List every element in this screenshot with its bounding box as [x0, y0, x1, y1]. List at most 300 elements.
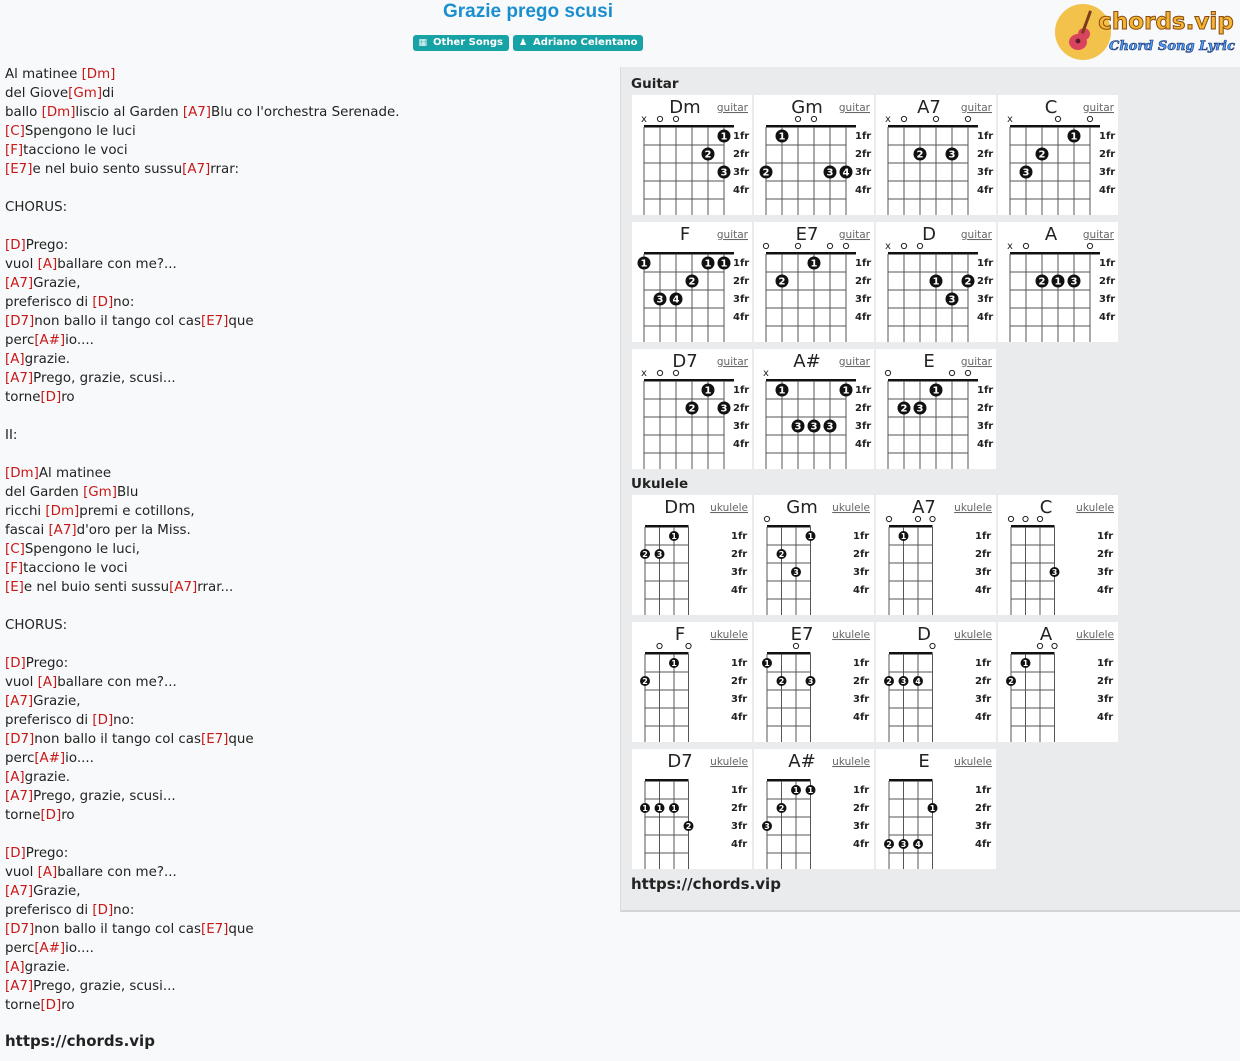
- fret-label: 2fr: [977, 403, 994, 414]
- fret-label: 2fr: [731, 676, 748, 687]
- user-icon: ♟: [518, 38, 528, 48]
- instrument-link: guitar: [1082, 229, 1114, 241]
- finger-number: 3: [794, 421, 802, 433]
- fret-label: 3fr: [975, 821, 992, 832]
- finger-number: 1: [810, 258, 818, 270]
- ukulele-chord-card[interactable]: [632, 622, 752, 742]
- lyric-line: [5, 407, 605, 426]
- fret-label: 4fr: [731, 839, 748, 850]
- lyric-text: preferisco di: [5, 713, 93, 728]
- fret-label: 4fr: [977, 185, 994, 196]
- finger-number: 1: [640, 258, 648, 270]
- chord-link[interactable]: [C]: [5, 124, 25, 139]
- nut: [645, 525, 689, 528]
- nut: [1010, 252, 1100, 255]
- finger-number: 3: [810, 421, 818, 433]
- finger-number: 1: [900, 532, 907, 541]
- chord-link[interactable]: [A]: [5, 352, 25, 367]
- nut: [766, 379, 856, 382]
- chord-link[interactable]: [E7]: [200, 922, 229, 937]
- fret-label: 3fr: [977, 421, 994, 432]
- instrument-link: ukulele: [710, 756, 748, 768]
- open-string-marker: [917, 243, 922, 248]
- fret-label: 2fr: [1097, 549, 1114, 560]
- fret-label: 1fr: [731, 531, 748, 542]
- instrument-link: guitar: [960, 102, 992, 114]
- lyric-text: ballare con me?...: [57, 675, 177, 690]
- chord-link[interactable]: [F]: [5, 143, 24, 158]
- nut: [1011, 652, 1055, 655]
- chord-link[interactable]: [D]: [5, 238, 26, 253]
- fret-label: 2fr: [853, 803, 870, 814]
- fret-label: 2fr: [1099, 149, 1116, 160]
- finger-number: 3: [656, 294, 664, 306]
- song-title: Grazie prego scusi: [442, 1, 613, 22]
- open-string-marker: [1008, 516, 1013, 521]
- chord-link[interactable]: [A]: [37, 257, 58, 272]
- lyric-text: del Giove: [5, 86, 69, 101]
- chord-link[interactable]: [Dm]: [81, 67, 116, 82]
- lyric-text: CHORUS:: [5, 200, 68, 215]
- chord-link[interactable]: [Gm]: [68, 86, 103, 101]
- nut: [888, 125, 978, 128]
- fret-label: 1fr: [975, 658, 992, 669]
- instrument-link: ukulele: [954, 502, 992, 514]
- fret-label: 1fr: [1099, 258, 1116, 269]
- lyric-line: [5, 749, 605, 768]
- chord-link[interactable]: [Gm]: [83, 485, 117, 500]
- fret-label: 1fr: [977, 131, 994, 142]
- open-string-marker: [885, 370, 890, 375]
- open-string-marker: [930, 643, 935, 648]
- guitar-chord-card[interactable]: [632, 349, 752, 469]
- lyric-line: [5, 445, 605, 464]
- finger-number: 2: [688, 276, 696, 288]
- open-string-marker: [843, 243, 848, 248]
- fret-label: 3fr: [855, 421, 872, 432]
- fret-label: 2fr: [731, 549, 748, 560]
- lyric-line: [5, 483, 605, 502]
- lyric-text: Prego:: [25, 656, 69, 671]
- fret-label: 2fr: [853, 549, 870, 560]
- muted-string-marker: x: [885, 241, 891, 252]
- lyric-text: perc: [5, 941, 35, 956]
- lyric-text: torne: [5, 390, 41, 405]
- lyric-text: Blu: [116, 485, 139, 500]
- fret-label: 1fr: [853, 531, 870, 542]
- lyric-text: ballo: [5, 105, 42, 120]
- lyric-text: premi e cotillons,: [79, 504, 195, 519]
- lyric-line: [5, 597, 605, 616]
- fret-label: 4fr: [1099, 185, 1116, 196]
- finger-number: 1: [656, 804, 663, 813]
- finger-number: 1: [932, 385, 940, 397]
- fret-label: 1fr: [855, 258, 872, 269]
- lyric-line: [5, 863, 605, 882]
- nut: [889, 525, 933, 528]
- finger-number: 2: [688, 403, 696, 415]
- lyric-text: que: [228, 922, 254, 937]
- lyric-line: [5, 84, 605, 103]
- lyric-line: [5, 806, 605, 825]
- finger-number: 1: [778, 385, 786, 397]
- fret-label: 2fr: [853, 676, 870, 687]
- instrument-link: ukulele: [832, 756, 870, 768]
- fret-label: 4fr: [977, 439, 994, 450]
- instrument-link: guitar: [960, 356, 992, 368]
- lyric-text: Prego, grazie, scusi...: [33, 789, 176, 804]
- fret-label: 2fr: [733, 149, 750, 160]
- nut: [889, 779, 933, 782]
- ukulele-chord-card[interactable]: [998, 622, 1118, 742]
- lyric-text: ballare con me?...: [57, 257, 177, 272]
- open-string-marker: [901, 243, 906, 248]
- chord-link[interactable]: [E7]: [200, 314, 229, 329]
- finger-number: 2: [762, 167, 770, 179]
- lyric-text: io....: [65, 333, 94, 348]
- chord-name: Dm: [669, 97, 701, 118]
- lyric-line: [5, 217, 605, 236]
- lyric-line: [5, 540, 605, 559]
- chord-link[interactable]: [A#]: [34, 941, 66, 956]
- lyric-line: [5, 616, 605, 635]
- lyric-text: tacciono le voci: [23, 143, 128, 158]
- lyric-text: ricchi: [5, 504, 46, 519]
- finger-number: 2: [1008, 677, 1014, 686]
- lyric-line: [5, 977, 605, 996]
- ukulele-chord-card[interactable]: [876, 749, 996, 869]
- lyric-line: [5, 711, 605, 730]
- chord-link[interactable]: [A7]: [182, 162, 211, 177]
- lyric-line: [5, 559, 605, 578]
- lyric-text: no:: [113, 295, 135, 310]
- muted-string-marker: x: [763, 368, 769, 379]
- ukulele-chord-card[interactable]: [998, 495, 1118, 615]
- chord-name: C: [1039, 497, 1053, 518]
- fret-label: 3fr: [1097, 567, 1114, 578]
- fret-label: 2fr: [975, 676, 992, 687]
- lyric-text: perc: [5, 751, 35, 766]
- chord-link[interactable]: [D]: [92, 713, 114, 728]
- chord-link[interactable]: [C]: [5, 542, 25, 557]
- chord-name: Dm: [664, 497, 696, 518]
- finger-number: 2: [1038, 149, 1046, 161]
- finger-number: 1: [807, 786, 814, 795]
- lyric-text: Prego, grazie, scusi...: [33, 979, 176, 994]
- chord-name: D7: [672, 351, 698, 372]
- instrument-link: guitar: [838, 229, 870, 241]
- chord-link[interactable]: [A7]: [169, 580, 198, 595]
- chord-link[interactable]: [D]: [92, 903, 114, 918]
- chord-link[interactable]: [A#]: [34, 333, 66, 348]
- panel-footer-url[interactable]: https://chords.vip: [631, 875, 781, 893]
- lyric-text: e nel buio senti sussu: [23, 580, 170, 595]
- chord-link[interactable]: [A7]: [182, 105, 212, 120]
- logo-tagline: Chord Song Lyric: [1109, 39, 1235, 54]
- fret-label: 4fr: [853, 839, 870, 850]
- fret-label: 4fr: [975, 712, 992, 723]
- chord-name: E7: [790, 624, 814, 645]
- lyric-text: Al matinee: [38, 466, 112, 481]
- fret-label: 3fr: [977, 167, 994, 178]
- fret-label: 1fr: [1097, 531, 1114, 542]
- fret-label: 4fr: [855, 439, 872, 450]
- chord-link[interactable]: [A]: [37, 865, 58, 880]
- chord-link[interactable]: [D]: [92, 295, 114, 310]
- fret-label: 4fr: [1097, 712, 1114, 723]
- finger-number: 1: [720, 258, 728, 270]
- finger-number: 3: [948, 294, 956, 306]
- instrument-link: ukulele: [954, 629, 992, 641]
- ukulele-chord-card[interactable]: [876, 495, 996, 615]
- instrument-link: guitar: [716, 356, 748, 368]
- finger-number: 2: [886, 840, 892, 849]
- lyric-text: torne: [5, 808, 41, 823]
- chord-link[interactable]: [A]: [5, 770, 25, 785]
- lyric-text: preferisco di: [5, 903, 93, 918]
- badge-row: [0, 35, 1056, 51]
- finger-number: 1: [1070, 131, 1078, 143]
- nut: [767, 525, 811, 528]
- fret-label: 3fr: [1097, 694, 1114, 705]
- open-string-marker: [1087, 243, 1092, 248]
- muted-string-marker: x: [885, 114, 891, 125]
- lyric-text: grazie.: [24, 770, 71, 785]
- guitar-chord-card[interactable]: [632, 222, 752, 342]
- chord-link[interactable]: [D7]: [5, 922, 35, 937]
- lyric-text: Prego:: [25, 238, 69, 253]
- artist-badge[interactable]: [513, 35, 644, 51]
- lyric-line: [5, 635, 605, 654]
- chord-link[interactable]: [Dm]: [45, 504, 80, 519]
- lyric-line: [5, 198, 605, 217]
- site-logo[interactable]: [1054, 2, 1240, 62]
- fret-label: 2fr: [975, 549, 992, 560]
- fret-label: 4fr: [1099, 312, 1116, 323]
- lyric-text: Al matinee: [5, 67, 82, 82]
- lyric-line: [5, 996, 605, 1015]
- chord-link[interactable]: [A7]: [5, 979, 34, 994]
- chord-link[interactable]: [Dm]: [5, 466, 39, 481]
- fret-label: 3fr: [853, 567, 870, 578]
- ukulele-chord-card[interactable]: [754, 622, 874, 742]
- finger-number: 2: [704, 149, 712, 161]
- ukulele-chord-card[interactable]: [754, 749, 874, 869]
- finger-number: 1: [1022, 659, 1029, 668]
- chord-link[interactable]: [A]: [5, 960, 25, 975]
- chord-link[interactable]: [Dm]: [41, 105, 76, 120]
- finger-number: 3: [916, 403, 924, 415]
- guitar-section-title: Guitar: [631, 76, 679, 92]
- lyric-text: io....: [65, 941, 94, 956]
- finger-number: 1: [778, 131, 786, 143]
- finger-number: 2: [778, 677, 785, 686]
- chord-name: E7: [795, 224, 819, 245]
- chord-link[interactable]: [D7]: [5, 732, 35, 747]
- chord-name: C: [1044, 97, 1058, 118]
- lyric-text: vuol: [5, 865, 38, 880]
- instrument-link: guitar: [1082, 102, 1114, 114]
- guitar-chord-card[interactable]: [876, 95, 996, 215]
- book-icon: ▦: [418, 38, 428, 48]
- chord-name: Gm: [791, 97, 823, 118]
- lyric-text: rrar:: [210, 162, 240, 177]
- lyric-text: que: [228, 732, 254, 747]
- fret-label: 1fr: [733, 258, 750, 269]
- guitar-chord-card[interactable]: [876, 349, 996, 469]
- finger-number: 3: [793, 568, 799, 577]
- fret-label: 3fr: [733, 167, 750, 178]
- fret-label: 1fr: [1097, 658, 1114, 669]
- instrument-link: ukulele: [710, 629, 748, 641]
- chord-link[interactable]: [A7]: [5, 694, 34, 709]
- lyric-text: no:: [113, 903, 135, 918]
- chord-link[interactable]: [A#]: [34, 751, 66, 766]
- guitar-chord-card[interactable]: [754, 95, 874, 215]
- lyric-text: ro: [61, 998, 75, 1013]
- open-string-marker: [827, 243, 832, 248]
- chord-link[interactable]: [D]: [5, 846, 26, 861]
- chord-link[interactable]: [D7]: [5, 314, 35, 329]
- finger-number: 1: [671, 532, 677, 541]
- lyric-text: ro: [61, 808, 75, 823]
- finger-number: 3: [900, 840, 907, 849]
- lyric-text: rrar...: [197, 580, 234, 595]
- chord-link[interactable]: [A7]: [5, 276, 34, 291]
- lyric-text: grazie.: [24, 352, 71, 367]
- chord-link[interactable]: [A7]: [5, 371, 34, 386]
- chord-link[interactable]: [D]: [40, 998, 62, 1013]
- ukulele-chord-card[interactable]: [876, 622, 996, 742]
- fret-label: 4fr: [733, 185, 750, 196]
- category-badge[interactable]: [413, 35, 509, 51]
- open-string-marker: [1055, 116, 1060, 121]
- chord-link[interactable]: [D]: [40, 390, 62, 405]
- chord-link[interactable]: [A7]: [48, 523, 77, 538]
- chord-name: A: [1044, 224, 1058, 245]
- guitar-chord-card[interactable]: [876, 222, 996, 342]
- instrument-link: ukulele: [710, 502, 748, 514]
- chord-name: A: [1039, 624, 1053, 645]
- lyric-line: [5, 939, 605, 958]
- fret-label: 1fr: [853, 785, 870, 796]
- nut: [645, 779, 689, 782]
- lyric-text: non ballo il tango col cas: [34, 732, 201, 747]
- instrument-link: ukulele: [832, 629, 870, 641]
- lyric-text: Grazie,: [33, 694, 81, 709]
- finger-number: 1: [642, 804, 648, 813]
- finger-number: 2: [900, 403, 908, 415]
- chord-link[interactable]: [A7]: [5, 789, 34, 804]
- fret-label: 4fr: [975, 585, 992, 596]
- chord-name: D7: [667, 751, 693, 772]
- fret-label: 1fr: [855, 131, 872, 142]
- fret-label: 4fr: [731, 712, 748, 723]
- ukulele-chord-card[interactable]: [754, 495, 874, 615]
- instrument-link: guitar: [960, 229, 992, 241]
- fret-label: 2fr: [977, 276, 994, 287]
- guitar-chord-card[interactable]: [998, 95, 1118, 215]
- fret-label: 2fr: [977, 149, 994, 160]
- chord-link[interactable]: [A7]: [5, 884, 34, 899]
- guitar-chord-card[interactable]: [632, 95, 752, 215]
- lyric-text: preferisco di: [5, 295, 93, 310]
- finger-number: 3: [720, 403, 728, 415]
- open-string-marker: [657, 370, 662, 375]
- fret-label: 1fr: [977, 258, 994, 269]
- open-string-marker: [1023, 243, 1028, 248]
- ukulele-chord-card[interactable]: [632, 749, 752, 869]
- fret-label: 2fr: [733, 403, 750, 414]
- open-string-marker: [763, 243, 768, 248]
- fret-label: 3fr: [733, 421, 750, 432]
- logo-text: chords.vip: [1098, 9, 1234, 35]
- lyric-line: [5, 236, 605, 255]
- lyric-text: Spengono le luci: [24, 124, 136, 139]
- finger-number: 3: [948, 149, 956, 161]
- lyric-text: io....: [65, 751, 94, 766]
- muted-string-marker: x: [641, 368, 647, 379]
- lyric-line: [5, 521, 605, 540]
- fret-label: 3fr: [731, 694, 748, 705]
- ukulele-chord-card[interactable]: [632, 495, 752, 615]
- open-string-marker: [886, 516, 891, 521]
- instrument-link: ukulele: [832, 502, 870, 514]
- lyric-text: fascai: [5, 523, 49, 538]
- muted-string-marker: x: [641, 114, 647, 125]
- chord-link[interactable]: [E]: [5, 580, 24, 595]
- lyric-line: [5, 388, 605, 407]
- fret-label: 3fr: [855, 294, 872, 305]
- chord-link[interactable]: [A]: [37, 675, 58, 690]
- instrument-link: guitar: [838, 102, 870, 114]
- chord-link[interactable]: [D]: [5, 656, 26, 671]
- footer-url[interactable]: https://chords.vip: [5, 1032, 155, 1050]
- finger-number: 1: [671, 804, 677, 813]
- lyric-text: non ballo il tango col cas: [34, 314, 201, 329]
- lyric-text: Grazie,: [33, 884, 81, 899]
- lyric-text: del Garden: [5, 485, 84, 500]
- finger-number: 1: [704, 258, 712, 270]
- chord-link[interactable]: [E7]: [200, 732, 229, 747]
- lyric-line: [5, 122, 605, 141]
- finger-number: 2: [778, 804, 785, 813]
- open-string-marker: [686, 643, 691, 648]
- open-string-marker: [657, 116, 662, 121]
- instrument-link: ukulele: [954, 756, 992, 768]
- finger-number: 3: [1070, 276, 1078, 288]
- chord-name: A#: [788, 751, 816, 772]
- guitar-chord-card[interactable]: [998, 222, 1118, 342]
- fret-label: 1fr: [731, 658, 748, 669]
- lyric-text: Grazie,: [33, 276, 81, 291]
- nut: [889, 652, 933, 655]
- chord-name: A#: [793, 351, 821, 372]
- finger-number: 4: [672, 294, 680, 306]
- chord-link[interactable]: [F]: [5, 561, 24, 576]
- fret-label: 2fr: [855, 149, 872, 160]
- open-string-marker: [965, 370, 970, 375]
- finger-number: 1: [929, 804, 936, 813]
- fret-label: 3fr: [853, 821, 870, 832]
- lyric-line: [5, 255, 605, 274]
- fret-label: 3fr: [855, 167, 872, 178]
- guitar-chord-card[interactable]: [754, 222, 874, 342]
- chord-name: Gm: [786, 497, 818, 518]
- guitar-chord-card[interactable]: [754, 349, 874, 469]
- chord-link[interactable]: [D]: [40, 808, 62, 823]
- chord-link[interactable]: [E7]: [5, 162, 33, 177]
